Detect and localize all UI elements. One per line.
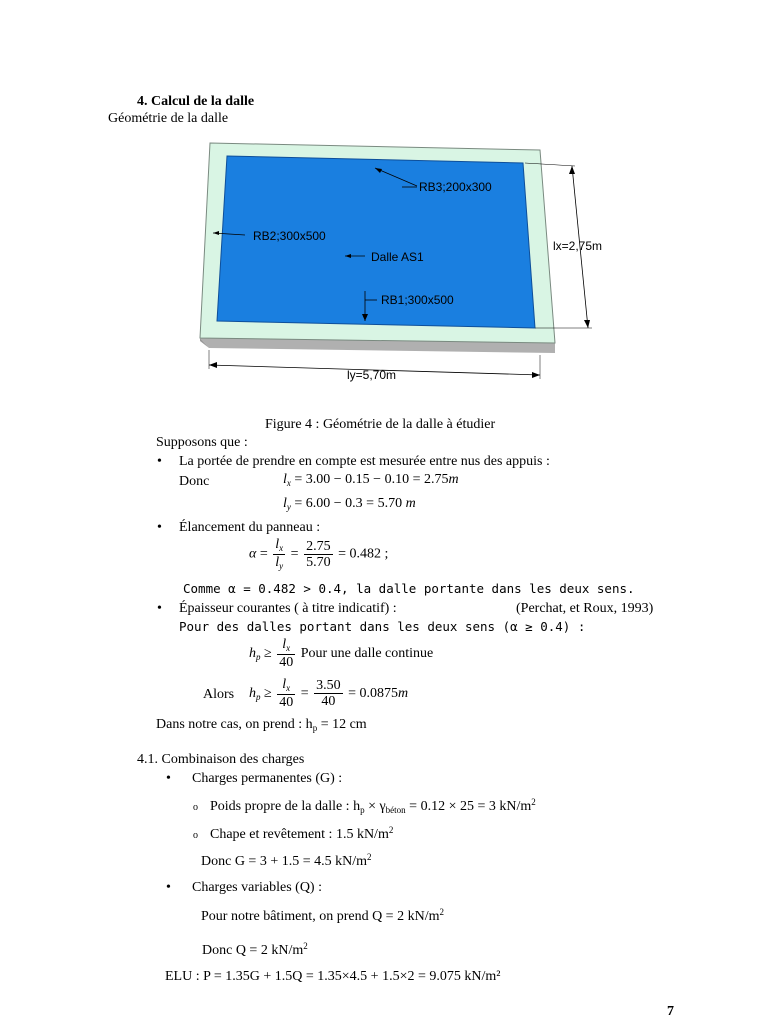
circle-bullet-pp: o xyxy=(193,802,198,813)
donc-g-text: Donc G = 3 + 1.5 = 4.5 $kN/m^2$ xyxy=(201,852,372,869)
bullet-q: • xyxy=(166,880,171,895)
chape-text: Chape et revêtement : 1.5 $kN/m^2$ xyxy=(210,825,394,842)
label-ly: ly=5,70m xyxy=(347,368,397,382)
hp-condition: $h_p$ ≥ $\frac{l_x}{40}$ Pour une dalle continue xyxy=(249,637,434,670)
pour-batiment-text: Pour notre bâtiment, on prend Q = 2 $kN/m^2$ xyxy=(201,907,444,924)
notre-cas-text: Dans notre cas, on prend : $h_p = 12$ cm xyxy=(156,717,367,733)
bullet-1: • xyxy=(157,454,162,469)
label-dalle: Dalle AS1 xyxy=(371,250,424,264)
hp-equation: $h_p$ ≥ $\frac{l_x}{40}$ = $\frac{3.50}{40}$ = 0.0875m xyxy=(249,677,409,710)
donc-q-text: Donc Q = 2 $kN/m^2$ xyxy=(202,941,308,958)
epaisseur-text: Épaisseur courantes ( à titre indicatif) : xyxy=(179,601,397,616)
bullet-g: • xyxy=(166,771,171,786)
section-heading: 4. Calcul de la dalle xyxy=(137,94,255,109)
label-rb3: RB3;200x300 xyxy=(419,180,492,194)
page-number: 7 xyxy=(667,1004,674,1019)
section-subheading: Géométrie de la dalle xyxy=(108,111,229,126)
circle-bullet-chape: o xyxy=(193,830,198,841)
label-rb1: RB1;300x500 xyxy=(381,293,454,307)
pour-dalles-text: Pour des dalles portant dans les deux sens (α ≥ 0.4) : xyxy=(179,619,586,634)
elu-text: ELU : P = 1.35G + 1.5Q = 1.35×4.5 + 1.5×2 = 9.075 kN/m² xyxy=(165,969,501,984)
portee-text: La portée de prendre en compte est mesurée entre nus des appuis : xyxy=(179,454,550,469)
label-lx: lx=2,75m xyxy=(553,239,603,253)
g-title: Charges permanentes (G) : xyxy=(192,771,343,786)
q-title: Charges variables (Q) : xyxy=(192,880,322,895)
reference-text: (Perchat, et Roux, 1993) xyxy=(516,601,654,616)
comme-text: Comme α = 0.482 > 0.4, la dalle portante dans les deux sens. xyxy=(183,581,635,596)
supposons-text: Supposons que : xyxy=(156,435,248,450)
loads-heading: 4.1. Combinaison des charges xyxy=(137,752,305,767)
label-rb2: RB2;300x500 xyxy=(253,229,326,243)
bullet-3: • xyxy=(157,601,162,616)
lx-formula: $l_x = 3.00 - 0.15 - 0.10 = 2.75m$ xyxy=(283,472,459,488)
bullet-2: • xyxy=(157,520,162,535)
alpha-equation: α = $\frac{l_x}{l_y}$ = $\frac{2.75}{5.70}$ = 0.482 ; xyxy=(249,537,389,571)
alors-label: Alors xyxy=(203,687,235,702)
slab-geometry-figure xyxy=(195,138,603,388)
ly-formula: $l_y = 6.00 - 0.3 = 5.70$ m xyxy=(283,496,416,512)
donc-label: Donc xyxy=(179,474,210,489)
figure-caption: Figure 4 : Géométrie de la dalle à étudier xyxy=(265,417,496,432)
poids-propre-text: Poids propre de la dalle : $h_p \times \gamma_{béton} = 0.12 \times 25 = 3$ $kN/m^2$ xyxy=(210,797,536,815)
elancement-text: Élancement du panneau : xyxy=(179,520,321,535)
